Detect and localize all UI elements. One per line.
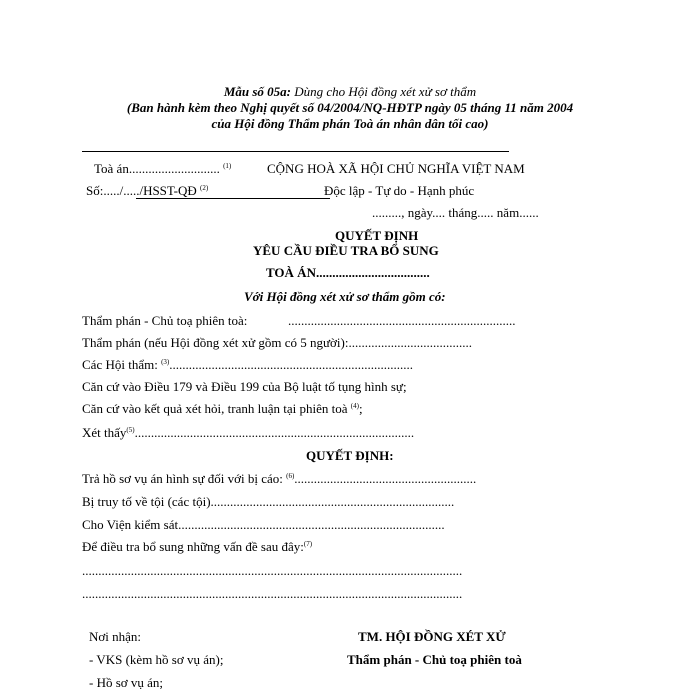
assessors-label: Các Hội thẩm: (82, 357, 158, 372)
doc-subtitle: YÊU CẦU ĐIỀU TRA BỔ SUNG (253, 243, 439, 258)
panel-heading: Với Hội đồng xét xử sơ thẩm gồm có: (244, 289, 446, 304)
date-line: ........., ngày.... tháng..... năm...... (372, 205, 539, 220)
signature-role: Thẩm phán - Chủ toạ phiên toà (347, 652, 522, 667)
issues-dots-1: ..................................................................................................................... (82, 563, 463, 578)
legal-basis-2 (82, 401, 363, 416)
assessors-footnote: (3) (161, 358, 170, 366)
finding-dots: ...................................................................................... (134, 425, 415, 440)
issued-by-line1: (Ban hành kèm theo Nghị quyết số 04/2004/NQ-HĐTP ngày 05 tháng 11 năm 2004 (126, 100, 574, 115)
court-footnote: (1) (223, 162, 232, 170)
return-file-line (82, 471, 476, 486)
assessors-dots: ........................................................................... (169, 357, 413, 372)
recipients-label: Nơi nhận: (89, 629, 142, 644)
finding-footnote: (5) (126, 426, 135, 434)
nation-name: CỘNG HOÀ XÃ HỘI CHỦ NGHĨA VIỆT NAM (267, 161, 525, 176)
presiding-judge-label: Thẩm phán - Chủ toạ phiên toà: (82, 313, 248, 328)
number-underline (136, 198, 330, 199)
legal-basis-2-end: ; (358, 401, 363, 416)
decision-heading: QUYẾT ĐỊNH: (306, 448, 394, 463)
decision-number-text: Số:...../...../HSST-QĐ (86, 183, 197, 198)
investigation-issues-footnote: (7) (303, 540, 313, 548)
charged-offense-line: Bị truy tố về tội (các tội)........................................................................... (82, 494, 455, 509)
court-title: TOÀ ÁN................................... (266, 265, 430, 280)
legal-basis-2-text: Căn cứ vào kết quả xét hỏi, tranh luận tại phiên toà (82, 401, 348, 416)
recipient-item: - VKS (kèm hồ sơ vụ án); (89, 652, 224, 667)
return-file-dots: ........................................................ (294, 471, 477, 486)
number-footnote: (2) (200, 184, 209, 192)
procuracy-line: Cho Viện kiểm sát.................................................................................. (82, 517, 445, 532)
finding-line (82, 425, 414, 440)
court-name-text: Toà án............................ (94, 161, 220, 176)
header-divider (82, 151, 509, 152)
issued-by-line2: của Hội đồng Thẩm phán Toà án nhân dân tối cao) (211, 116, 489, 131)
investigation-issues-label: Để điều tra bổ sung những vấn đề sau đây: (82, 539, 304, 554)
return-file-label: Trả hồ sơ vụ án hình sự đối với bị cáo: (82, 471, 283, 486)
return-file-footnote: (6) (286, 472, 295, 480)
second-judge-line: Thẩm phán (nếu Hội đồng xét xử gồm có 5 người):...................................... (82, 335, 472, 350)
recipient-item: - Hồ sơ vụ án; (89, 675, 164, 690)
legal-basis-1: Căn cứ vào Điều 179 và Điều 199 của Bộ luật tố tụng hình sự; (82, 379, 407, 394)
court-name (94, 161, 231, 176)
doc-title: QUYẾT ĐỊNH (335, 228, 419, 243)
presiding-judge-dots: ...................................................................... (288, 313, 516, 328)
national-motto: Độc lập - Tự do - Hạnh phúc (324, 183, 475, 198)
assessors-line (82, 357, 413, 372)
form-description: Dùng cho Hội đồng xét xử sơ thẩm (291, 84, 477, 99)
signature-title: TM. HỘI ĐỒNG XÉT XỬ (358, 629, 506, 644)
investigation-issues-line (82, 539, 312, 554)
form-caption (0, 84, 700, 99)
finding-label: Xét thấy (82, 425, 127, 440)
issues-dots-2: ..................................................................................................................... (82, 586, 463, 601)
decision-number (86, 183, 208, 198)
legal-basis-2-footnote: (4) (350, 402, 359, 410)
form-number: Mẫu số 05a: (223, 84, 291, 99)
